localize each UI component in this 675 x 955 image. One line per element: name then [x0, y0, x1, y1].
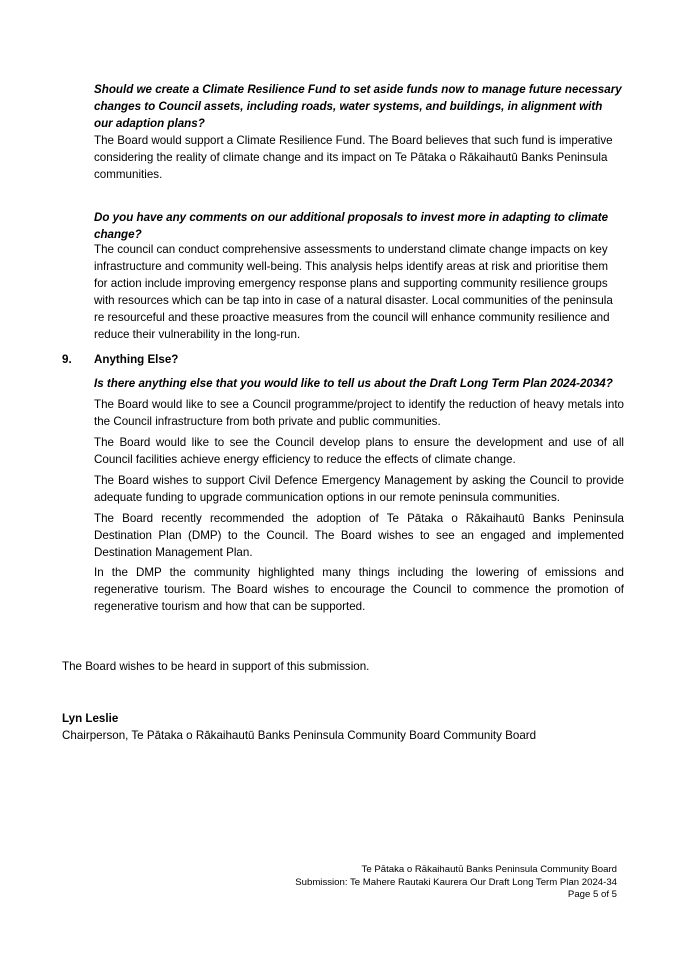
paragraph-destination-plan: The Board recently recommended the adoption of Te Pātaka o Rākaihautū Banks Peninsula Destination Plan (DMP) to the Council. The Board wishes to see an engaged and implemented Destination Management Plan.: [94, 512, 624, 559]
signatory-name: Lyn Leslie: [62, 712, 119, 725]
adapting-question: Do you have any comments on our additional proposals to invest more in adapting to climate change?: [94, 211, 609, 241]
climate-fund-answer: The Board would support a Climate Resilience Fund. The Board believes that such fund is imperative considering the reality of climate change and its impact on Te Pātaka o Rākaihautū Banks Peninsula communities.: [94, 134, 613, 181]
footer-page-number: Page 5 of 5: [567, 889, 617, 900]
adapting-answer: The council can conduct comprehensive assessments to understand climate change impacts on key infrastructure and community well-being. This analysis helps identify areas at risk and prioritise them for action include improving emergency response plans and supporting community resilience groups with resources which can be tap into in case of a natural disaster. Local communities of the peninsula re resourceful and these proactive measures from the council will enhance community resilience and reduce their vulnerability in the long-run.: [94, 243, 613, 341]
signatory-title: Chairperson, Te Pātaka o Rākaihautū Banks Peninsula Community Board Community Board: [62, 729, 537, 742]
section-number: 9.: [62, 353, 72, 366]
climate-fund-question: Should we create a Climate Resilience Fund to set aside funds now to manage future necessary changes to Council assets, including roads, water systems, and buildings, in alignment with our adaption plans?: [94, 83, 622, 130]
anything-else-question: Is there anything else that you would like to tell us about the Draft Long Term Plan 2024-2034?: [94, 377, 613, 390]
paragraph-dmp-emissions: In the DMP the community highlighted many things including the lowering of emissions and regenerative tourism. The Board wishes to encourage the Council to commence the promotion of regenerative tourism and how that can be supported.: [94, 566, 624, 613]
heard-statement: The Board wishes to be heard in support of this submission.: [62, 660, 370, 673]
footer-org: Te Pātaka o Rākaihautū Banks Peninsula Community Board: [361, 864, 617, 875]
paragraph-civil-defence: The Board wishes to support Civil Defence Emergency Management by asking the Council to provide adequate funding to upgrade communication options in our remote peninsula communities.: [94, 474, 624, 504]
section-heading: Anything Else?: [94, 353, 179, 366]
paragraph-heavy-metals: The Board would like to see a Council programme/project to identify the reduction of heavy metals into the Council infrastructure from both private and public communities.: [94, 398, 624, 428]
page-footer: [217, 864, 617, 902]
paragraph-energy-efficiency: The Board would like to see the Council develop plans to ensure the development and use of all Council facilities achieve energy efficiency to reduce the effects of climate change.: [94, 436, 624, 466]
footer-submission: Submission: Te Mahere Rautaki Kaurera Our Draft Long Term Plan 2024-34: [295, 876, 617, 888]
